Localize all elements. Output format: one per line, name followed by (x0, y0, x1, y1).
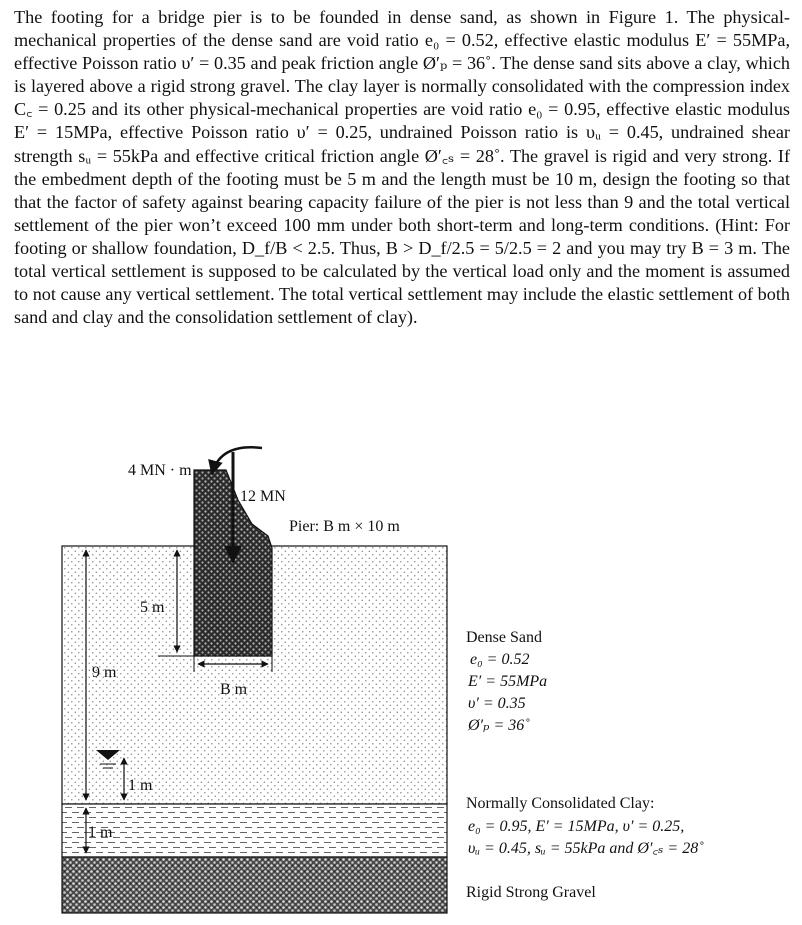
sand-void-ratio: e₀ = 0.52 (470, 651, 530, 668)
sand-modulus: E′ = 55MPa (468, 673, 548, 690)
sand-title: Dense Sand (466, 629, 542, 646)
clay-props-line2: υᵤ = 0.45, sᵤ = 55kPa and Ø′꜀ₛ = 28˚ (468, 840, 704, 857)
gravel-title: Rigid Strong Gravel (466, 884, 596, 901)
moment-label: 4 MN · m (128, 462, 192, 479)
clay-layer (62, 804, 447, 857)
sand-friction-angle: Ø′ₚ = 36˚ (468, 717, 530, 734)
sand-poisson: υ′ = 0.35 (468, 695, 526, 712)
water-depth-label: 1 m (128, 777, 153, 794)
clay-thickness-label: 1 m (88, 824, 113, 841)
pier-label: Pier: B m × 10 m (289, 518, 400, 535)
load-label: 12 MN (240, 488, 286, 505)
sand-depth-label: 9 m (92, 664, 117, 681)
gravel-layer (62, 857, 447, 913)
width-label: B m (220, 681, 248, 698)
problem-paragraph: The footing for a bridge pier is to be founded in dense sand, as shown in Figure 1. The physical-mechanical properties of the dense sand are void ratio e₀ = 0.52, effective elastic modulus E′ = 55MPa, effective Poisson ratio υ′ = 0.35 and peak friction angle Ø′ₚ = 36˚. The dense sand sits above a clay, which is layered above a rigid strong gravel. The clay layer is normally consolidated with the compression index C꜀ = 0.25 and its other physical-mechanical properties are void ratio e₀ = 0.95, effective elastic modulus E′ = 15MPa, effective Poisson ratio υ′ = 0.25, undrained Poisson ratio is υᵤ = 0.45, undrained shear strength sᵤ = 55kPa and effective critical friction angle Ø′꜀ₛ = 28˚. The gravel is rigid and very strong. If the embedment depth of the footing must be 5 m and the length must be 10 m, design the footing so that that the factor of safety against bearing capacity failure of the pier is not less than 9 and the total vertical settlement of the pier won’t exceed 100 mm under both short-term and long-term conditions. (Hint: For footing or shallow foundation, D_f/B < 2.5. Thus, B > D_f/2.5 = 5/2.5 = 2 and you may try B = 3 m. The total vertical settlement is supposed to be calculated by the vertical load only and the moment is assumed to not cause any vertical settlement. The total vertical settlement may include the elastic settlement of both sand and clay and the consolidation settlement of clay). (14, 7, 790, 328)
clay-title: Normally Consolidated Clay: (466, 795, 655, 812)
embedment-label: 5 m (140, 599, 165, 616)
clay-props-line1: e₀ = 0.95, E′ = 15MPa, υ′ = 0.25, (468, 818, 685, 835)
